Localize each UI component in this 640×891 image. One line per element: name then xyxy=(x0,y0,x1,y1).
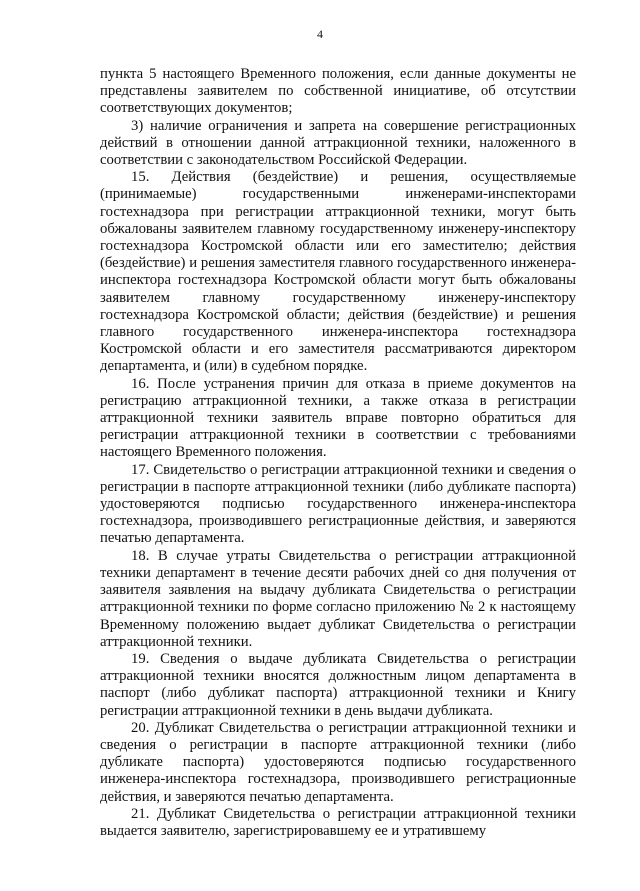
document-body xyxy=(100,66,576,840)
paragraph-15: 15. Действия (бездействие) и решения, осуществляемые (принимаемые) государственными инженерами-инспекторами гостехнадзора при регистрации аттракционной техники, могут быть обжалованы заявителем главному государственному инженеру-инспектору гостехнадзора Костромской области или его заместителю; действия (бездействие) и решения заместителя главного государственного инженера-инспектора гостехнадзора Костромской области могут быть обжалованы заявителем главному государственному инженеру-инспектору гостехнадзора Костромской области; действия (бездействие) и решения главного государственного инженера-инспектора гостехнадзора Костромской области и его заместителя рассматриваются директором департамента, и (или) в судебном порядке. xyxy=(100,169,576,375)
paragraph-continued-item-5: пункта 5 настоящего Временного положения, если данные документы не представлены заявителем по собственной инициативе, об отсутствии соответствующих документов; xyxy=(100,66,576,117)
paragraph-subitem-3: 3) наличие ограничения и запрета на совершение регистрационных действий в отношении данной аттракционной техники, наложенного в соответствии с законодательством Российской Федерации. xyxy=(100,117,576,169)
page-number: 4 xyxy=(317,27,323,41)
paragraph-18: 18. В случае утраты Свидетельства о регистрации аттракционной техники департамент в течение десяти рабочих дней со дня получения от заявителя заявления на выдачу дубликата Свидетельства о регистрации аттракционной техники по форме согласно приложению № 2 к настоящему Временному положению выдает дубликат Свидетельства о регистрации аттракционной техники. xyxy=(100,547,576,650)
paragraph-20: 20. Дубликат Свидетельства о регистрации аттракционной техники и сведения о регистрации в паспорте аттракционной техники (либо дубликате паспорта) удостоверяются подписью государственного инженера-инспектора гостехнадзора, производившего регистрационные действия, и заверяются печатью департамента. xyxy=(100,719,576,805)
paragraph-17: 17. Свидетельство о регистрации аттракционной техники и сведения о регистрации в паспорте аттракционной техники (либо дубликате паспорта) удостоверяются подписью государственного инженера-инспектора гостехнадзора, производившего регистрационные действия, и заверяются печатью департамента. xyxy=(100,461,576,547)
paragraph-19: 19. Сведения о выдаче дубликата Свидетельства о регистрации аттракционной техники вносятся должностным лицом департамента в паспорт (либо дубликат паспорта) аттракционной техники и Книгу регистрации аттракционной техники в день выдачи дубликата. xyxy=(100,650,576,719)
paragraph-21: 21. Дубликат Свидетельства о регистрации аттракционной техники выдается заявителю, зарегистрировавшему ее и утратившему xyxy=(100,805,576,839)
paragraph-16: 16. После устранения причин для отказа в приеме документов на регистрацию аттракционной техники, а также отказа в регистрации аттракционной техники заявитель вправе повторно обратиться для регистрации аттракционной техники в соответствии с требованиями настоящего Временного положения. xyxy=(100,375,576,461)
